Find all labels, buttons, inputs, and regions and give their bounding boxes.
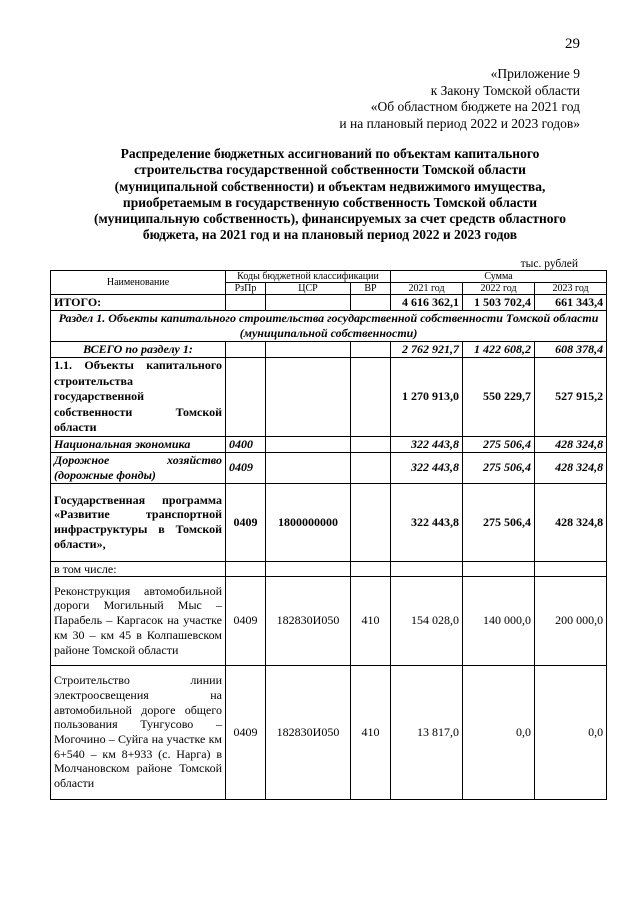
title-line: строительства государственной собственности Томской области: [134, 162, 526, 178]
header-2022: 2022 год: [463, 283, 535, 295]
table-row: [51, 665, 607, 799]
national-economy-rzpr: 0400: [226, 436, 266, 452]
appendix-line: «Приложение 9: [490, 66, 580, 81]
title-line: приобретаемым в государственную собственность Томской области: [122, 194, 538, 210]
appendix-line: и на плановый период 2022 и 2023 годов»: [339, 115, 580, 131]
title-line: бюджета, на 2021 год и на плановый период 2022 и 2023 годов: [142, 227, 518, 243]
item-2023: 0,0: [535, 665, 607, 799]
total-2021: 4 616 362,1: [391, 295, 463, 311]
section-total-row: [51, 342, 607, 358]
title-line: Распределение бюджетных ассигнований по объектам капитального: [120, 146, 540, 161]
item-2022: 0,0: [463, 665, 535, 799]
total-label: ИТОГО:: [51, 295, 226, 311]
subsection-row: [51, 358, 607, 437]
section-total-2022: 1 422 608,2: [463, 342, 535, 358]
program-2023: 428 324,8: [535, 483, 607, 561]
header-sum-group: Сумма: [391, 271, 607, 283]
including-row: [51, 561, 607, 576]
item-vr: 410: [351, 576, 391, 665]
item-vr: 410: [351, 665, 391, 799]
subsection-label: 1.1. Объекты капитального строительства государственной собственности Томской области: [51, 358, 226, 437]
total-row: [51, 295, 607, 311]
units-label: тыс. рублей: [520, 258, 578, 270]
section-total-label: ВСЕГО по разделу 1:: [51, 342, 226, 358]
document-title: [70, 146, 590, 244]
appendix-line: «Об областном бюджете на 2021 год: [370, 99, 580, 114]
item-name: Строительство линии электроосвещения на автомобильной дороге общего пользования Тунгусово – Могочино – Суйга на участке км 6+540 – км 8+933 (с. Нарга) в Молчановском районе Томской области: [51, 665, 226, 799]
title-line: (муниципальную собственность), финансируемых за счет средств областного: [93, 211, 567, 227]
item-name: Реконструкция автомобильной дороги Могильный Мыс – Парабель – Каргасок на участке км 30 – км 45 в Колпашевском районе Томской области: [51, 576, 226, 665]
header-rzpr: РзПр: [226, 283, 266, 295]
program-rzpr: 0409: [226, 483, 266, 561]
header-2023: 2023 год: [535, 283, 607, 295]
total-2022: 1 503 702,4: [463, 295, 535, 311]
page-number: 29: [565, 36, 580, 52]
program-2022: 275 506,4: [463, 483, 535, 561]
program-label: Государственная программа «Развитие транспортной инфраструктуры в Томской области»,: [51, 483, 226, 561]
road-economy-2023: 428 324,8: [535, 452, 607, 483]
section-total-2021: 2 762 921,7: [391, 342, 463, 358]
appendix-line: к Закону Томской области: [430, 82, 580, 98]
section-total-2023: 608 378,4: [535, 342, 607, 358]
item-csr: 182830И050: [266, 576, 351, 665]
road-economy-2022: 275 506,4: [463, 452, 535, 483]
road-economy-2021: 322 443,8: [391, 452, 463, 483]
item-rzpr: 0409: [226, 665, 266, 799]
national-economy-label: Национальная экономика: [51, 436, 226, 452]
item-2023: 200 000,0: [535, 576, 607, 665]
section-title: Раздел 1. Объекты капитального строительства государственной собственности Томской области (муниципальной собственности): [51, 311, 607, 342]
table-row: [51, 576, 607, 665]
national-economy-row: [51, 436, 607, 452]
subsection-2021: 1 270 913,0: [391, 358, 463, 437]
item-rzpr: 0409: [226, 576, 266, 665]
program-csr: 1800000000: [266, 483, 351, 561]
including-label: в том числе:: [51, 561, 226, 576]
subsection-2022: 550 229,7: [463, 358, 535, 437]
table-header-row: [51, 271, 607, 283]
program-row: [51, 483, 607, 561]
item-csr: 182830И050: [266, 665, 351, 799]
national-economy-2023: 428 324,8: [535, 436, 607, 452]
program-2021: 322 443,8: [391, 483, 463, 561]
item-2021: 13 817,0: [391, 665, 463, 799]
appendix-header: [339, 66, 580, 132]
header-csr: ЦСР: [266, 283, 351, 295]
road-economy-rzpr: 0409: [226, 452, 266, 483]
national-economy-2021: 322 443,8: [391, 436, 463, 452]
item-2022: 140 000,0: [463, 576, 535, 665]
total-2023: 661 343,4: [535, 295, 607, 311]
road-economy-row: [51, 452, 607, 483]
header-codes-group: Коды бюджетной классификации: [226, 271, 391, 283]
header-2021: 2021 год: [391, 283, 463, 295]
section-title-row: [51, 311, 607, 342]
header-name: Наименование: [51, 271, 226, 295]
budget-table: [50, 270, 607, 800]
road-economy-label: Дорожное хозяйство (дорожные фонды): [51, 452, 226, 483]
subsection-2023: 527 915,2: [535, 358, 607, 437]
header-vr: ВР: [351, 283, 391, 295]
item-2021: 154 028,0: [391, 576, 463, 665]
title-line: (муниципальной собственности) и объектам недвижимого имущества,: [114, 178, 546, 194]
national-economy-2022: 275 506,4: [463, 436, 535, 452]
